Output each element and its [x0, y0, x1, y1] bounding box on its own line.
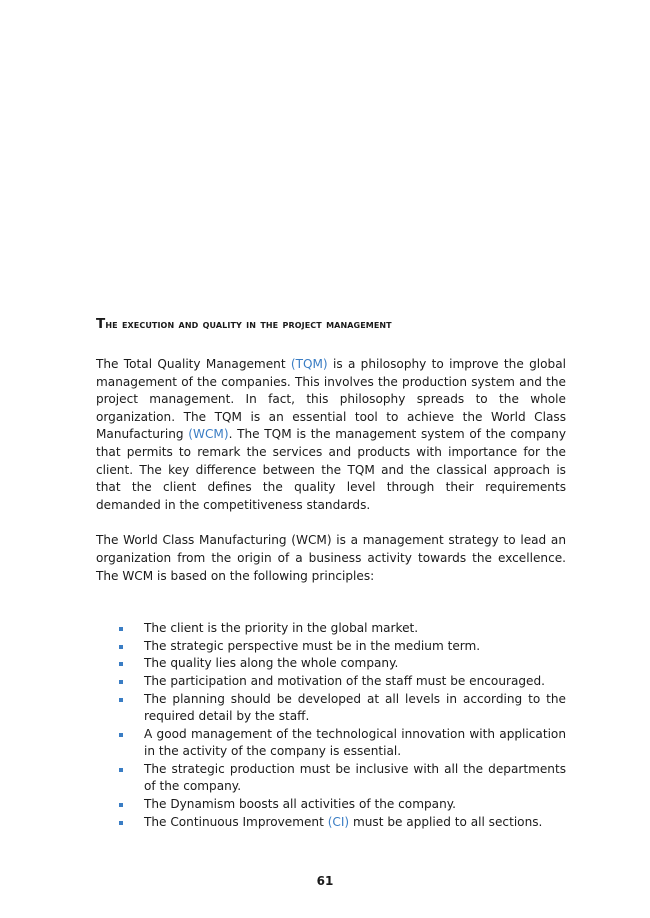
list-item [96, 673, 566, 691]
list-item-text: The client is the priority in the global market. [144, 621, 419, 636]
bullet-square-icon [119, 698, 123, 702]
tqm-acronym: (TQM) [290, 357, 328, 371]
bullet-square-icon [119, 821, 123, 825]
heading-rest: he execution and quality in the project management [105, 317, 392, 331]
bullet-square-icon [119, 803, 123, 807]
list-item [96, 620, 566, 638]
tqm-text-3: . The TQM is the management system of the company that permits to remark the services and products with importance for the client. The key difference between the TQM and the classical approach is that the client defines the quality level through their requirements demanded in the competitiveness standards. [96, 427, 567, 512]
bullet-square-icon [119, 733, 123, 737]
list-item-text: A good management of the technological innovation with application in the activity of the company is essential. [144, 726, 566, 759]
ci-text-1: The Continuous Improvement [144, 814, 328, 829]
list-item [96, 726, 566, 761]
tqm-text-2: is a philosophy to improve the global management of the companies. This involves the production system and the project management. In fact, this philosophy spreads to the whole organization. The TQM is an essential tool to achieve the World Class Manufacturing [96, 357, 566, 442]
list-item [96, 761, 566, 796]
list-item [96, 655, 566, 673]
bullet-square-icon [119, 627, 123, 631]
wcm-paragraph: The World Class Manufacturing (WCM) is a management strategy to lead an organization from the origin of a business activity towards the excellence. The WCM is based on the following principles: [96, 533, 566, 583]
wcm-acronym: (WCM) [188, 427, 229, 442]
list-item [96, 796, 566, 814]
list-item-text: The planning should be developed at all levels in according to the required detail by the staff. [144, 691, 566, 724]
page-content [96, 316, 566, 831]
list-item-text: The strategic perspective must be in the medium term. [144, 638, 481, 653]
page-number: 61 [316, 874, 334, 888]
list-item-text: The participation and motivation of the staff must be encouraged. [144, 673, 546, 688]
bullet-square-icon [119, 662, 123, 666]
list-item-text: The Dynamism boosts all activities of the company. [144, 797, 457, 812]
tqm-paragraph [96, 356, 566, 514]
tqm-text-1: The Total Quality Management [96, 357, 291, 371]
list-item [96, 814, 566, 832]
bullet-square-icon [119, 680, 123, 684]
ci-acronym: (CI) [327, 814, 350, 829]
principles-list [96, 620, 566, 831]
list-item-text: The strategic production must be inclusive with all the departments of the company. [144, 761, 566, 794]
heading-first-letter: T [96, 316, 106, 332]
list-item-text: The quality lies along the whole company. [144, 656, 399, 671]
list-item [96, 691, 566, 726]
section-heading [96, 316, 566, 332]
bullet-square-icon [119, 645, 123, 649]
ci-text-2: must be applied to all sections. [349, 814, 543, 829]
bullet-square-icon [119, 768, 123, 772]
list-item [96, 638, 566, 656]
